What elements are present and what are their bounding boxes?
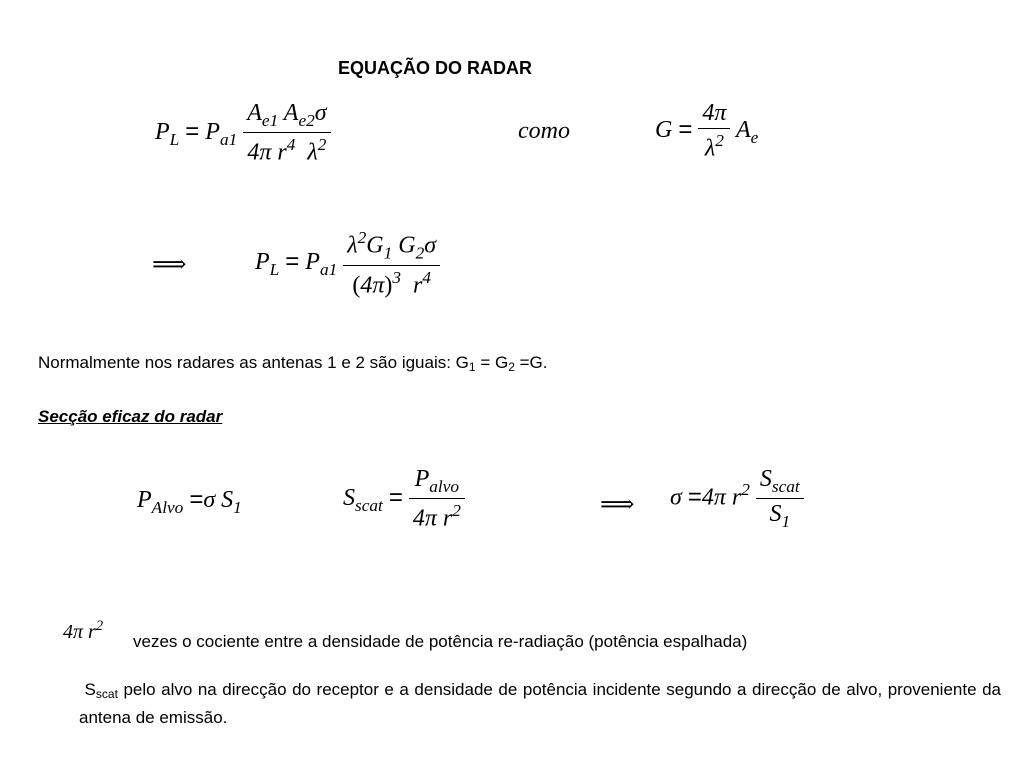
r-exponent: 2 bbox=[741, 480, 750, 500]
scat-subscript: scat bbox=[355, 495, 383, 515]
ae1-subscript: e1 bbox=[261, 111, 279, 131]
para2-text: pelo alvo na direcção do receptor e a densidade de potência incidente segundo a direcção de alvo, proveniente da antena de emissão. bbox=[79, 680, 1001, 727]
equals-sign: = bbox=[285, 248, 300, 276]
equals-sign: = bbox=[185, 117, 200, 145]
paren-exponent: 3 bbox=[392, 267, 401, 287]
pa-subscript: a1 bbox=[319, 260, 338, 280]
p-symbol: P bbox=[414, 466, 430, 492]
g1-subscript: 1 bbox=[383, 243, 393, 263]
r-symbol: r bbox=[413, 272, 423, 299]
pl-symbol: P bbox=[255, 249, 270, 276]
numerator bbox=[409, 466, 465, 498]
equals-sign: = bbox=[189, 486, 204, 513]
pl-subscript: L bbox=[169, 129, 180, 149]
g2-symbol: G bbox=[398, 232, 416, 259]
s-scat-equation bbox=[343, 466, 465, 533]
como-word: como bbox=[518, 118, 570, 144]
equals-sign: = bbox=[678, 115, 693, 143]
g1-symbol: G bbox=[366, 232, 384, 259]
fraction bbox=[698, 100, 730, 163]
four-pi: 4π bbox=[247, 139, 272, 166]
four-pi: 4π bbox=[63, 620, 84, 643]
denominator bbox=[243, 132, 330, 167]
s-symbol: S bbox=[769, 501, 782, 528]
antennas-note bbox=[38, 353, 548, 374]
denominator bbox=[409, 498, 465, 533]
equals-sign: = bbox=[388, 483, 403, 511]
radar-equation-gain bbox=[255, 228, 440, 299]
fraction bbox=[756, 466, 804, 532]
p-alvo-equation bbox=[137, 486, 242, 518]
r-symbol: r bbox=[277, 139, 287, 166]
s-symbol: S bbox=[84, 680, 96, 699]
note-sub2: 2 bbox=[508, 360, 515, 374]
pl-subscript: L bbox=[269, 260, 280, 280]
r-exponent: 4 bbox=[286, 135, 296, 155]
note-text: Normalmente nos radares as antenas 1 e 2 são iguais: G bbox=[38, 353, 469, 372]
implies-arrow: ⟹ bbox=[152, 252, 187, 278]
fraction bbox=[243, 100, 330, 167]
s-symbol: S bbox=[759, 466, 772, 492]
equals-sign: = bbox=[687, 483, 702, 511]
radar-equation bbox=[155, 100, 331, 167]
r-exponent: 2 bbox=[95, 618, 104, 634]
s-subscript: 1 bbox=[781, 512, 791, 532]
four-pi: 4π bbox=[360, 272, 385, 299]
note-sub1: 1 bbox=[468, 360, 476, 374]
numerator bbox=[343, 228, 440, 265]
section-heading: Secção eficaz do radar bbox=[38, 407, 223, 426]
ae2-subscript: e2 bbox=[298, 111, 315, 131]
pa-symbol: P bbox=[305, 249, 320, 276]
alvo-subscript: alvo bbox=[429, 477, 460, 497]
gain-equation bbox=[655, 100, 758, 163]
lambda-symbol: λ bbox=[704, 135, 716, 162]
fraction bbox=[409, 466, 465, 533]
note-mid: = G bbox=[475, 353, 509, 372]
open-paren: ( bbox=[352, 272, 361, 299]
r-exponent: 4 bbox=[422, 267, 431, 287]
alvo-subscript: Alvo bbox=[151, 498, 184, 518]
pa-symbol: P bbox=[205, 118, 220, 145]
r-symbol: r bbox=[442, 505, 453, 532]
sigma-symbol: σ bbox=[424, 232, 437, 259]
s-symbol: S bbox=[221, 487, 234, 513]
lambda-exponent: 2 bbox=[317, 135, 327, 155]
implies-arrow: ⟹ bbox=[600, 492, 635, 518]
numerator: 4π bbox=[702, 100, 727, 126]
pl-symbol: P bbox=[155, 118, 170, 145]
s-subscript: 1 bbox=[233, 498, 242, 518]
s-symbol: S bbox=[343, 484, 355, 511]
fraction bbox=[343, 228, 440, 299]
numerator bbox=[756, 466, 804, 498]
sigma-symbol: σ bbox=[203, 487, 216, 513]
four-pi: 4π bbox=[412, 505, 437, 532]
sigma-equation bbox=[670, 466, 804, 532]
close-paren: ) bbox=[384, 272, 393, 299]
r-exponent: 2 bbox=[452, 501, 461, 521]
r-symbol: r bbox=[731, 484, 742, 511]
g2-subscript: 2 bbox=[415, 243, 425, 263]
para2 bbox=[79, 678, 1001, 729]
ae-subscript: e bbox=[750, 127, 759, 147]
lambda-symbol: λ bbox=[347, 232, 358, 259]
r-symbol: r bbox=[88, 620, 96, 643]
lambda-exponent: 2 bbox=[715, 131, 724, 150]
lambda-symbol: λ bbox=[307, 139, 318, 166]
p-symbol: P bbox=[137, 487, 152, 513]
denominator bbox=[343, 265, 440, 300]
ae2-symbol: A bbox=[283, 100, 299, 126]
sigma-symbol: σ bbox=[314, 100, 327, 126]
scat-subscript: scat bbox=[771, 477, 800, 497]
denominator bbox=[756, 498, 804, 532]
four-pi-r2-formula bbox=[63, 618, 103, 644]
page-title: EQUAÇÃO DO RADAR bbox=[338, 58, 533, 78]
sigma-symbol: σ bbox=[670, 484, 682, 511]
para1-text: vezes o cociente entre a densidade de potência re-radiação (potência espalhada) bbox=[133, 632, 748, 651]
lambda-exponent: 2 bbox=[357, 228, 367, 247]
pa-subscript: a1 bbox=[219, 129, 238, 149]
denominator bbox=[698, 128, 730, 163]
four-pi: 4π bbox=[701, 484, 726, 511]
ae-symbol: A bbox=[735, 116, 751, 143]
ae1-symbol: A bbox=[247, 100, 262, 126]
note-end: =G. bbox=[514, 353, 548, 372]
g-symbol: G bbox=[655, 116, 673, 143]
scat-subscript: scat bbox=[95, 687, 118, 701]
numerator bbox=[243, 100, 330, 132]
